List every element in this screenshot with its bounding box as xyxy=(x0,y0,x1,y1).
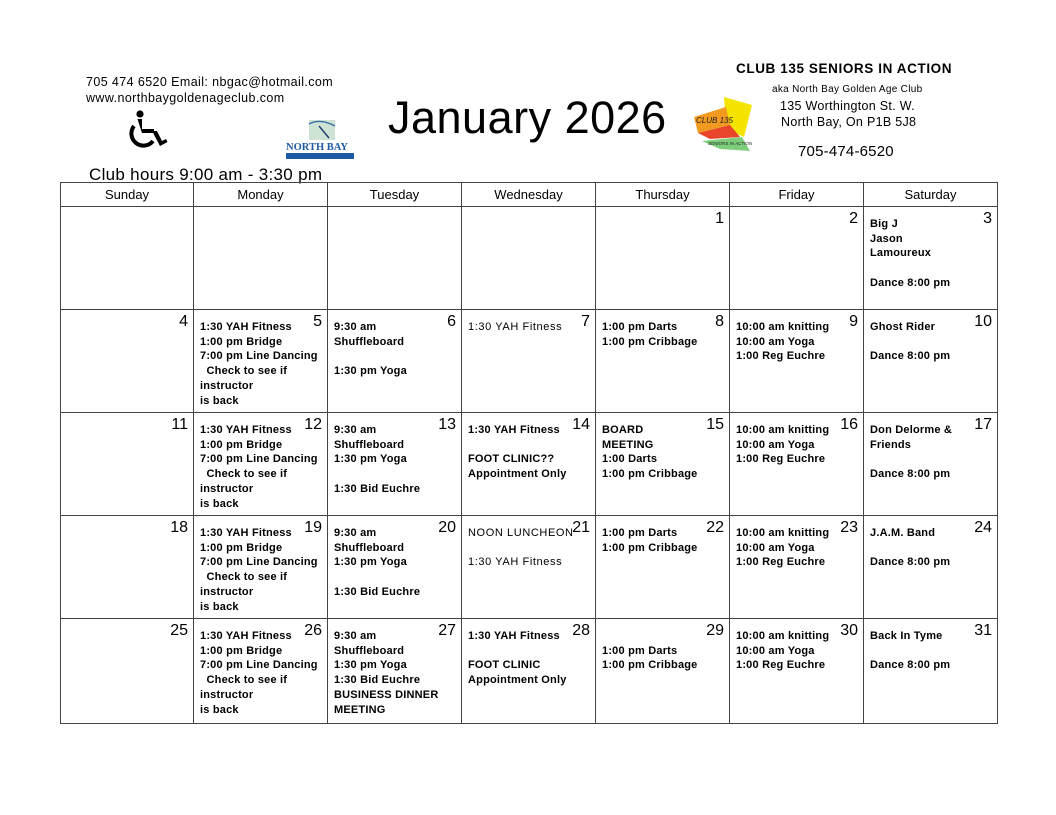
event-text xyxy=(334,570,459,585)
event-list xyxy=(602,423,727,482)
calendar-body xyxy=(61,207,998,724)
event-text: is back xyxy=(200,497,239,510)
day-cell[interactable] xyxy=(730,619,864,724)
event-text: Dance 8:00 pm xyxy=(870,468,951,481)
day-cell[interactable] xyxy=(462,516,596,619)
day-number: 2 xyxy=(849,210,858,227)
day-number: 16 xyxy=(840,416,858,433)
event-list xyxy=(736,526,861,570)
event-text: Appointment Only xyxy=(468,674,567,687)
day-number: 18 xyxy=(170,519,188,536)
event-text: 1:30 Bid Euchre xyxy=(334,585,421,598)
event-list xyxy=(334,320,459,379)
day-cell[interactable] xyxy=(864,207,998,310)
event-text: 10:00 am Yoga xyxy=(736,644,815,657)
event-text: 1:30 YAH Fitness xyxy=(200,424,292,436)
event-list xyxy=(870,423,995,482)
event-text: 1:00 pm Cribbage xyxy=(602,659,698,672)
event-list xyxy=(468,526,593,570)
event-text: 9:30 am xyxy=(334,527,377,539)
event-text: 1:00 pm Darts xyxy=(602,527,678,539)
day-cell[interactable] xyxy=(328,413,462,516)
weekday-header: Monday xyxy=(194,183,328,207)
day-number: 17 xyxy=(974,416,992,433)
event-text: 1:00 Reg Euchre xyxy=(736,556,826,569)
event-text xyxy=(468,438,593,453)
event-text: 1:00 pm Bridge xyxy=(200,335,283,348)
event-list xyxy=(870,629,995,673)
day-number: 21 xyxy=(572,519,590,536)
day-cell[interactable] xyxy=(730,516,864,619)
day-number: 25 xyxy=(170,622,188,639)
event-text: BUSINESS DINNER xyxy=(334,688,439,701)
club-aka: aka North Bay Golden Age Club xyxy=(772,84,923,95)
week-row xyxy=(61,619,998,724)
event-text: 10:00 am knitting xyxy=(736,321,830,333)
event-text: 10:00 am Yoga xyxy=(736,541,815,554)
day-cell[interactable] xyxy=(462,207,596,310)
event-text: Big J xyxy=(870,218,898,230)
event-text: 1:00 pm Bridge xyxy=(200,541,283,554)
event-text: 1:00 Reg Euchre xyxy=(736,350,826,363)
event-text: 1:00 Reg Euchre xyxy=(736,453,826,466)
event-text: 1:30 YAH Fitness xyxy=(468,630,560,642)
day-number: 15 xyxy=(706,416,724,433)
club-hours: Club hours 9:00 am - 3:30 pm xyxy=(89,165,323,184)
day-cell[interactable] xyxy=(194,413,328,516)
event-text: 1:30 pm Yoga xyxy=(334,556,407,569)
event-text: Shuffleboard xyxy=(334,541,405,554)
event-text: 1:00 Darts xyxy=(602,453,658,466)
event-text: Friends xyxy=(870,438,912,451)
day-number: 11 xyxy=(171,416,188,433)
event-text: Dance 8:00 pm xyxy=(870,350,951,363)
week-row xyxy=(61,310,998,413)
event-list xyxy=(468,320,593,335)
event-text: is back xyxy=(200,600,239,613)
event-text xyxy=(870,261,995,276)
event-text xyxy=(602,629,727,644)
day-cell[interactable] xyxy=(194,516,328,619)
event-text: 10:00 am Yoga xyxy=(736,438,815,451)
event-text: Shuffleboard xyxy=(334,335,405,348)
day-cell[interactable] xyxy=(61,413,194,516)
event-text: 1:30 YAH Fitness xyxy=(468,556,563,569)
event-text: Dance 8:00 pm xyxy=(870,276,951,289)
event-list xyxy=(334,423,459,497)
event-list xyxy=(334,526,459,600)
event-text: 7:00 pm Line Dancing xyxy=(200,453,318,466)
event-text xyxy=(870,335,995,350)
event-text: Dance 8:00 pm xyxy=(870,556,951,569)
day-number: 5 xyxy=(313,313,322,330)
event-text: 1:00 pm Bridge xyxy=(200,438,283,451)
day-number: 30 xyxy=(840,622,858,639)
event-text: 1:30 pm Yoga xyxy=(334,365,407,378)
day-cell[interactable] xyxy=(864,413,998,516)
day-cell[interactable] xyxy=(194,310,328,413)
event-text: Check to see if xyxy=(200,365,288,378)
event-list xyxy=(200,629,325,717)
event-text: 7:00 pm Line Dancing xyxy=(200,556,318,569)
weekday-header: Thursday xyxy=(596,183,730,207)
day-cell[interactable] xyxy=(328,207,462,310)
event-text: 9:30 am xyxy=(334,424,377,436)
event-text: is back xyxy=(200,394,239,407)
north-bay-logo xyxy=(285,118,355,160)
day-cell[interactable] xyxy=(462,413,596,516)
event-list xyxy=(200,423,325,511)
website-link[interactable]: www.northbaygoldenageclub.com xyxy=(86,91,285,105)
event-text: Don Delorme & xyxy=(870,424,953,436)
event-list xyxy=(870,217,995,291)
event-text: NOON LUNCHEON xyxy=(468,527,574,539)
day-cell[interactable] xyxy=(864,619,998,724)
event-text: FOOT CLINIC?? xyxy=(468,453,555,466)
day-cell[interactable] xyxy=(730,413,864,516)
event-list xyxy=(468,423,593,482)
event-list xyxy=(736,629,861,673)
day-number: 20 xyxy=(438,519,456,536)
event-list xyxy=(334,629,459,717)
event-text: Check to see if xyxy=(200,674,288,687)
day-number: 26 xyxy=(304,622,322,639)
wheelchair-icon xyxy=(124,110,170,150)
day-number: 4 xyxy=(179,313,188,330)
day-number: 9 xyxy=(849,313,858,330)
event-text: instructor xyxy=(200,379,254,392)
day-number: 3 xyxy=(983,210,992,227)
day-cell[interactable] xyxy=(328,310,462,413)
event-text: Shuffleboard xyxy=(334,438,405,451)
calendar-grid xyxy=(60,182,998,724)
event-text: 10:00 am knitting xyxy=(736,630,830,642)
event-text: 7:00 pm Line Dancing xyxy=(200,659,318,672)
day-number: 10 xyxy=(974,313,992,330)
event-text: MEETING xyxy=(602,438,654,451)
day-number: 24 xyxy=(974,519,992,536)
event-text: 1:00 pm Cribbage xyxy=(602,468,698,481)
week-row xyxy=(61,413,998,516)
day-cell[interactable] xyxy=(61,207,194,310)
event-text xyxy=(468,644,593,659)
week-row xyxy=(61,207,998,310)
weekday-header-row xyxy=(61,183,998,207)
day-cell[interactable] xyxy=(596,413,730,516)
day-cell[interactable] xyxy=(596,310,730,413)
day-number: 14 xyxy=(572,416,590,433)
event-list xyxy=(200,320,325,408)
address-line-2: North Bay, On P1B 5J8 xyxy=(781,115,917,129)
club-135-logo xyxy=(690,93,756,155)
day-number: 29 xyxy=(706,622,724,639)
event-text: 1:30 YAH Fitness xyxy=(200,321,292,333)
page-title: January 2026 xyxy=(388,92,667,143)
event-list xyxy=(736,320,861,364)
svg-text:SENIORS IN ACTION: SENIORS IN ACTION xyxy=(708,141,753,146)
event-text: Lamoureux xyxy=(870,247,932,260)
day-cell[interactable] xyxy=(596,619,730,724)
event-text: Dance 8:00 pm xyxy=(870,659,951,672)
event-text: Appointment Only xyxy=(468,468,567,481)
event-list xyxy=(870,320,995,364)
day-number: 28 xyxy=(572,622,590,639)
event-list xyxy=(468,629,593,688)
day-number: 8 xyxy=(715,313,724,330)
event-text: 1:00 pm Cribbage xyxy=(602,335,698,348)
event-text: 7:00 pm Line Dancing xyxy=(200,350,318,363)
event-text: 1:30 YAH Fitness xyxy=(200,527,292,539)
day-number: 27 xyxy=(438,622,456,639)
event-text: MEETING xyxy=(334,703,386,716)
event-text xyxy=(468,541,593,556)
day-number: 6 xyxy=(447,313,456,330)
day-cell[interactable] xyxy=(61,619,194,724)
event-text: Shuffleboard xyxy=(334,644,405,657)
contact-info xyxy=(86,74,333,106)
day-number: 22 xyxy=(706,519,724,536)
day-cell[interactable] xyxy=(194,207,328,310)
weekday-header: Friday xyxy=(730,183,864,207)
day-cell[interactable] xyxy=(596,516,730,619)
event-text: 9:30 am xyxy=(334,321,377,333)
day-cell[interactable] xyxy=(730,310,864,413)
event-list xyxy=(736,423,861,467)
day-number: 31 xyxy=(974,622,992,639)
event-text xyxy=(870,452,995,467)
contact-phone-email: 705 474 6520 Email: nbgac@hotmail.com xyxy=(86,75,334,89)
day-cell[interactable] xyxy=(730,207,864,310)
day-cell[interactable] xyxy=(61,310,194,413)
event-text: 1:00 pm Bridge xyxy=(200,644,283,657)
event-text: FOOT CLINIC xyxy=(468,659,541,672)
day-cell[interactable] xyxy=(864,516,998,619)
event-text: instructor xyxy=(200,482,254,495)
weekday-header: Sunday xyxy=(61,183,194,207)
event-list xyxy=(602,526,727,555)
event-text: 1:30 YAH Fitness xyxy=(468,424,560,436)
day-number: 12 xyxy=(304,416,322,433)
event-text: 1:00 Reg Euchre xyxy=(736,659,826,672)
week-row xyxy=(61,516,998,619)
event-text: instructor xyxy=(200,585,254,598)
event-text: Ghost Rider xyxy=(870,321,936,333)
event-text: is back xyxy=(200,703,239,716)
weekday-header: Saturday xyxy=(864,183,998,207)
event-text: 1:30 Bid Euchre xyxy=(334,482,421,495)
club-phone: 705-474-6520 xyxy=(798,143,894,160)
weekday-header: Tuesday xyxy=(328,183,462,207)
svg-text:NORTH BAY: NORTH BAY xyxy=(286,142,348,153)
event-text: 9:30 am xyxy=(334,630,377,642)
event-list xyxy=(602,629,727,673)
event-text: 1:00 pm Cribbage xyxy=(602,541,698,554)
event-text: 1:00 pm Darts xyxy=(602,644,678,657)
event-text: J.A.M. Band xyxy=(870,527,936,539)
event-text: 1:30 pm Yoga xyxy=(334,659,407,672)
day-number: 7 xyxy=(581,313,590,330)
event-text: Check to see if xyxy=(200,571,288,584)
event-list xyxy=(602,320,727,349)
event-text: Check to see if xyxy=(200,468,288,481)
day-number: 19 xyxy=(304,519,322,536)
day-cell[interactable] xyxy=(328,619,462,724)
event-text: 1:00 pm Darts xyxy=(602,321,678,333)
event-text: Jason xyxy=(870,232,903,245)
event-text: 1:30 YAH Fitness xyxy=(468,321,563,333)
day-cell[interactable] xyxy=(864,310,998,413)
event-text: 10:00 am knitting xyxy=(736,527,830,539)
event-text: 1:30 pm Yoga xyxy=(334,453,407,466)
event-text xyxy=(870,644,995,659)
event-text xyxy=(334,349,459,364)
event-text: BOARD xyxy=(602,424,644,436)
event-list xyxy=(870,526,995,570)
day-number: 1 xyxy=(715,210,724,227)
event-text xyxy=(334,467,459,482)
event-text: 1:30 Bid Euchre xyxy=(334,674,421,687)
event-text: Back In Tyme xyxy=(870,630,943,642)
event-text: 10:00 am knitting xyxy=(736,424,830,436)
day-cell[interactable] xyxy=(328,516,462,619)
event-text: instructor xyxy=(200,688,254,701)
day-cell[interactable] xyxy=(462,310,596,413)
event-text xyxy=(870,541,995,556)
event-list xyxy=(200,526,325,614)
club-name: CLUB 135 SENIORS IN ACTION xyxy=(736,61,953,76)
weekday-header: Wednesday xyxy=(462,183,596,207)
day-number: 23 xyxy=(840,519,858,536)
day-cell[interactable] xyxy=(462,619,596,724)
event-text: 1:30 YAH Fitness xyxy=(200,630,292,642)
day-cell[interactable] xyxy=(194,619,328,724)
day-number: 13 xyxy=(438,416,456,433)
day-cell[interactable] xyxy=(596,207,730,310)
address-line-1: 135 Worthington St. W. xyxy=(780,99,915,113)
svg-text:CLUB 135: CLUB 135 xyxy=(696,116,733,125)
event-text: 10:00 am Yoga xyxy=(736,335,815,348)
day-cell[interactable] xyxy=(61,516,194,619)
